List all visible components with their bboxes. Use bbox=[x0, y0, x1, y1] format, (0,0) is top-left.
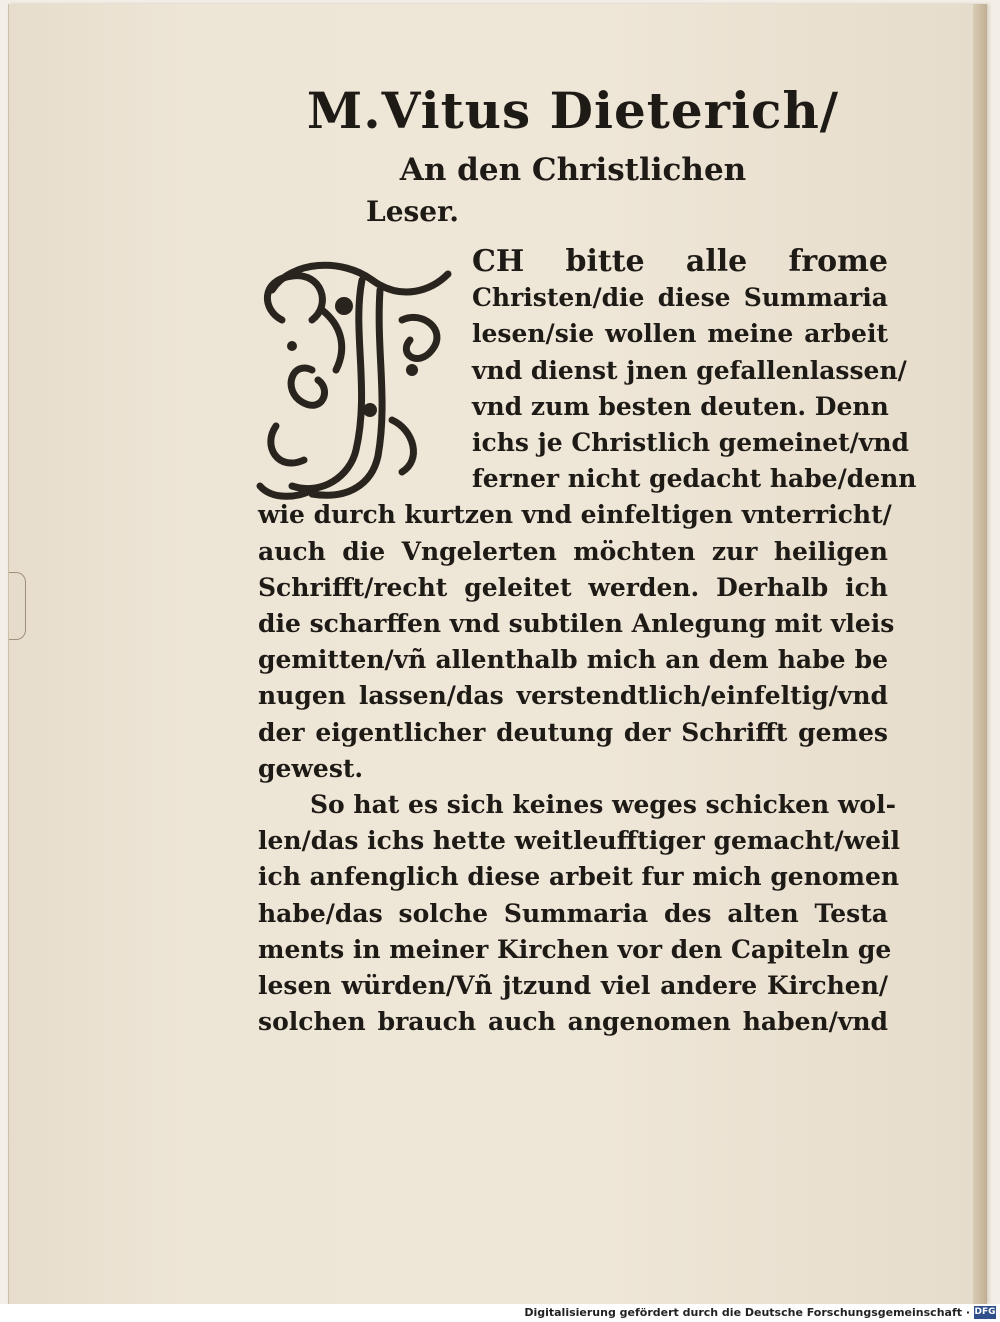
text-line: lesen/sie wollen meine arbeit bbox=[472, 319, 888, 349]
text-line: So hat es sich keines weges schicken wol- bbox=[310, 790, 896, 820]
text-line: auch die Vngelerten möchten zur heiligen bbox=[258, 536, 888, 566]
text-line: len/das ichs hette weitleufftiger gemacht/weil bbox=[258, 826, 901, 856]
text-line: gemitten/vñ allenthalb mich an dem habe be bbox=[258, 645, 888, 675]
text-line: solchen brauch auch angenomen haben/vnd bbox=[258, 1007, 888, 1037]
text-line: lesen würden/Vñ jtzund viel andere Kirchen/ bbox=[258, 971, 888, 1001]
page-subtitle-second-line: Leser. bbox=[366, 195, 460, 228]
body-text bbox=[258, 244, 917, 1040]
text-line: ich anfenglich diese arbeit fur mich genomen bbox=[258, 862, 900, 892]
page-edge bbox=[973, 4, 987, 1304]
text-line: habe/das solche Summaria des alten Testa bbox=[258, 898, 888, 928]
page-subtitle: An den Christlichen bbox=[399, 152, 747, 188]
text-line: Schrifft/recht geleitet werden. Derhalb ich bbox=[258, 572, 888, 602]
text-line: der eigentlicher deutung der Schrifft gemes bbox=[258, 717, 888, 747]
text-line: vnd dienst jnen gefallenlassen/ bbox=[472, 355, 907, 385]
dfg-logo-icon: DFG bbox=[974, 1307, 996, 1317]
page-tab-notch bbox=[9, 572, 26, 640]
text-line: Christen/die diese Summaria bbox=[472, 283, 888, 313]
text-line: ferner nicht gedacht habe/denn bbox=[472, 464, 917, 494]
text-line: CH bitte alle frome bbox=[472, 244, 888, 279]
text-line: gewest. bbox=[258, 753, 364, 783]
footer-credit: Digitalisierung gefördert durch die Deutsche Forschungsgemeinschaft · bbox=[524, 1306, 970, 1319]
paragraph-2 bbox=[258, 787, 901, 1040]
text-line: die scharffen vnd subtilen Anlegung mit vleis bbox=[258, 609, 895, 639]
text-line: ments in meiner Kirchen vor den Capiteln ge bbox=[258, 934, 892, 964]
text-line: wie durch kurtzen vnd einfeltigen vnterricht/ bbox=[258, 500, 892, 530]
page-text-block bbox=[258, 76, 917, 1040]
text-line: ichs je Christlich gemeinet/vnd bbox=[472, 428, 909, 458]
text-line: vnd zum besten deuten. Denn bbox=[472, 391, 889, 421]
decorated-initial-letter-image bbox=[252, 250, 458, 504]
text-line: nugen lassen/das verstendtlich/einfeltig/vnd bbox=[258, 681, 888, 711]
page-title: M.Vitus Dieterich/ bbox=[306, 81, 840, 140]
